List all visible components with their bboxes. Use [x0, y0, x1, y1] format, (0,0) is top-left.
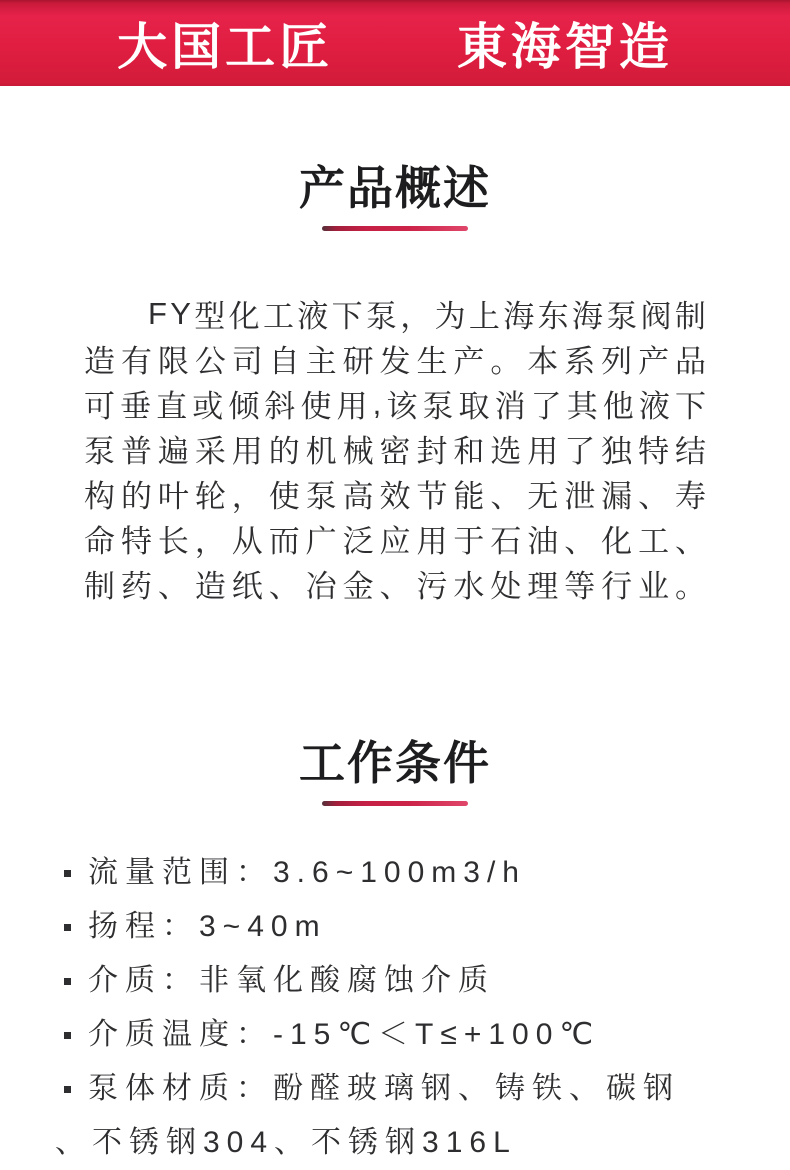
list-item-text: 介质温度：-15℃＜T≤+100℃: [88, 1018, 601, 1051]
bullet-icon: [64, 870, 71, 877]
paragraph-line: 制 药 、 造 纸 、 冶 金 、 污 水 处 理 等 行 业 。: [84, 569, 706, 604]
title-underline-decoration: [322, 801, 468, 806]
list-item: [88, 954, 728, 1008]
brand-slogan: 大国工匠 東海智造: [117, 19, 673, 75]
list-item: [88, 1008, 728, 1062]
paragraph-line: 造 有 限 公 司 自 主 研 发 生 产 。 本 系 列 产 品: [84, 344, 706, 379]
overview-section: [0, 162, 790, 606]
list-item: [55, 1062, 728, 1170]
list-item: [88, 900, 728, 954]
bullet-icon: [64, 978, 71, 985]
list-item-text: 流量范围：3.6~100m3/h: [88, 856, 526, 889]
list-item-text: 泵体材质：酚醛玻璃钢、铸铁、碳钢: [88, 1072, 680, 1105]
list-item-text: 扬程：3~40m: [88, 910, 327, 943]
section-title-overview: 产品概述: [299, 162, 491, 214]
title-underline-decoration: [322, 226, 468, 231]
bullet-icon: [64, 1086, 71, 1093]
paragraph-line: F Y 型 化 工 液 下 泵 ， 为 上 海 东 海 泵 阀 制: [148, 295, 706, 334]
conditions-section: [0, 737, 790, 1170]
bullet-icon: [64, 1032, 71, 1039]
conditions-list: [55, 846, 728, 1170]
paragraph-line: 构 的 叶 轮 ， 使 泵 高 效 节 能 、 无 泄 漏 、 寿: [84, 479, 706, 514]
paragraph-line: 可 垂 直 或 倾 斜 使 用 , 该 泵 取 消 了 其 他 液 下: [84, 385, 706, 424]
overview-paragraph: [84, 291, 706, 606]
list-item-text-wrapped: 、不锈钢304、不锈钢316L: [55, 1126, 517, 1159]
paragraph-line: 泵 普 遍 采 用 的 机 械 密 封 和 选 用 了 独 特 结: [84, 434, 706, 469]
section-title-conditions: 工作条件: [299, 737, 491, 789]
header-banner: [0, 0, 790, 86]
paragraph-line: 命 特 长 ， 从 而 广 泛 应 用 于 石 油 、 化 工 、: [84, 524, 706, 559]
list-item-text: 介质：非氧化酸腐蚀介质: [88, 964, 495, 997]
list-item: [88, 846, 728, 900]
bullet-icon: [64, 924, 71, 931]
